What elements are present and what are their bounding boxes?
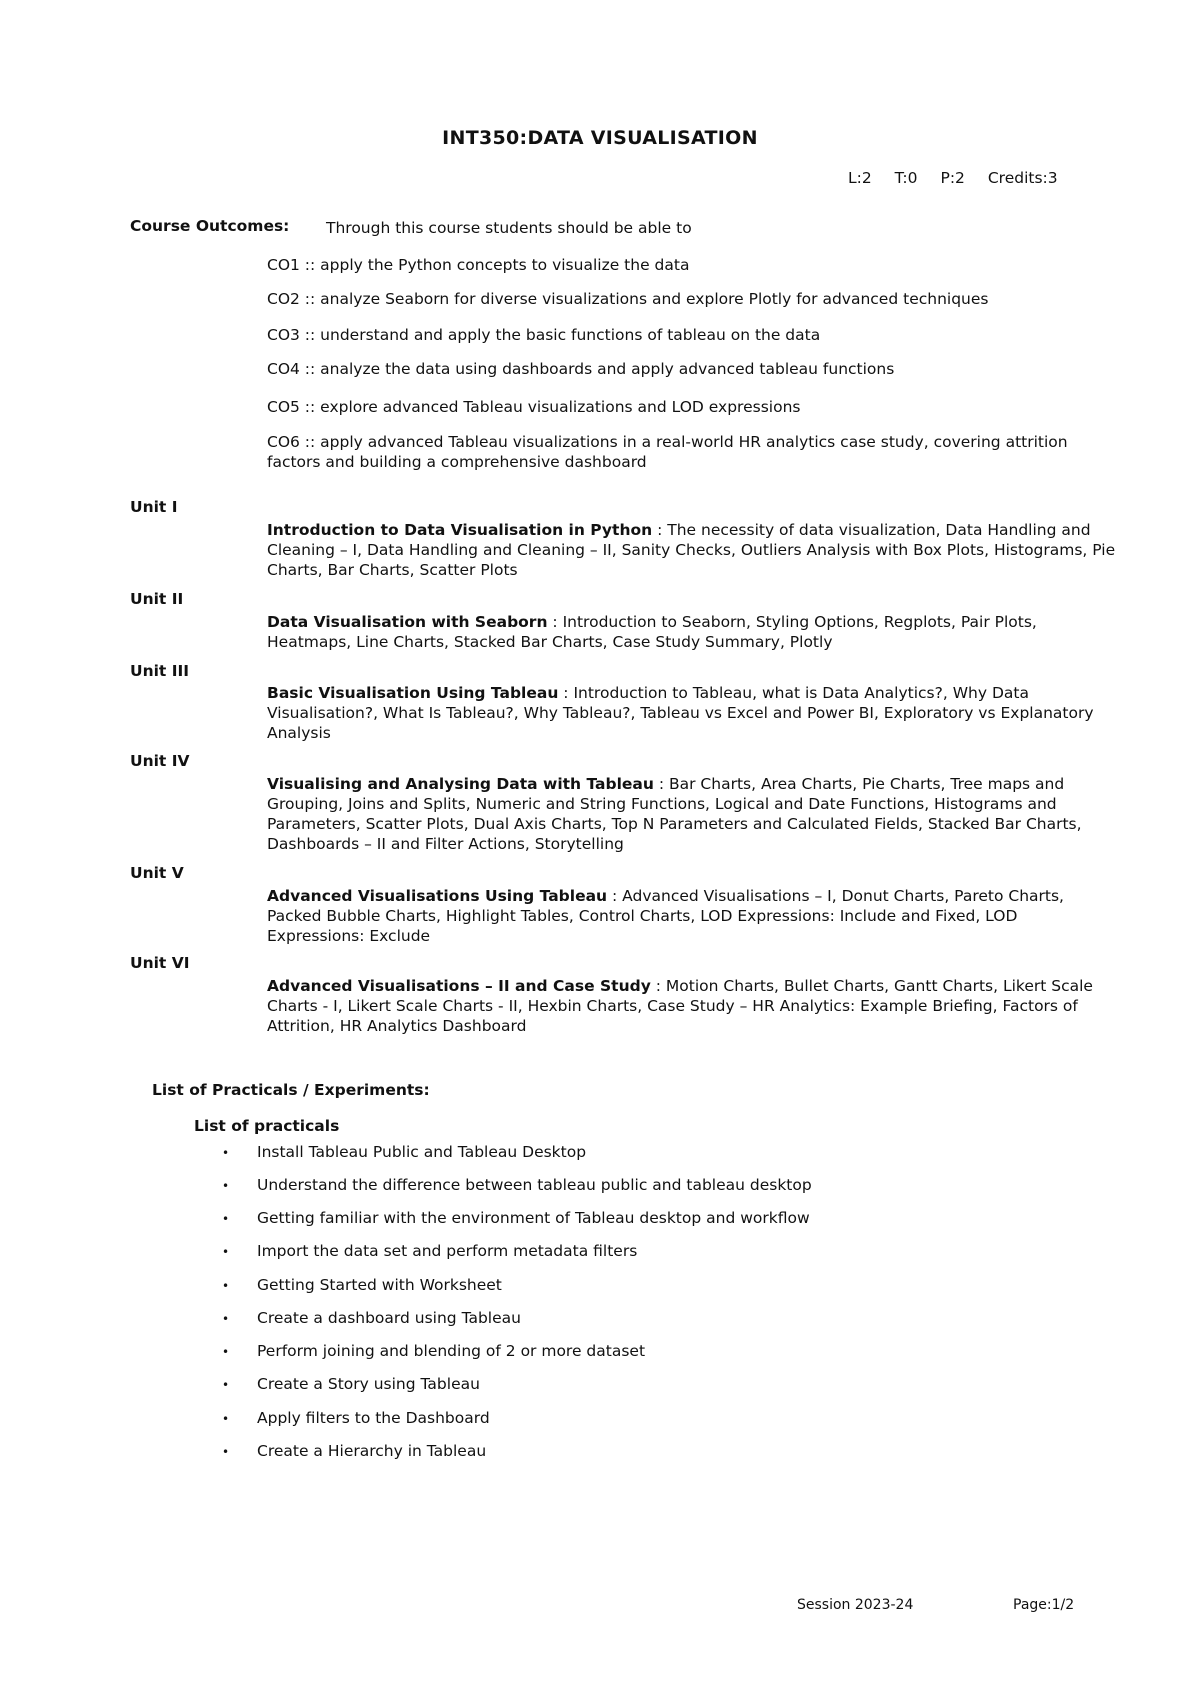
course-outcome-item: CO3 :: understand and apply the basic functions of tableau on the data [267,326,821,344]
unit-label: Unit II [130,590,184,608]
bullet-icon: • [222,1345,230,1359]
course-outcome-item: CO1 :: apply the Python concepts to visualize the data [267,256,690,274]
unit-label: Unit IV [130,752,190,770]
session-label: Session 2023-24 [797,1597,914,1613]
unit-heading: Basic Visualisation Using Tableau [267,684,559,702]
unit-content: : The necessity of data visualization, Data Handling and Cleaning – I, Data Handling and Cleaning – II, Sanity Checks, Outliers Analysis with Box Plots, Histograms, Pie Charts, Bar Charts, Scatter Plots [267,521,1116,579]
bullet-icon: • [222,1412,230,1426]
credit-structure [848,168,1076,188]
unit-description [267,612,1117,652]
course-outcome-item: CO2 :: analyze Seaborn for diverse visualizations and explore Plotly for advanced techniques [267,290,989,308]
practicals-subheading: List of practicals [194,1117,340,1135]
unit-content: : Introduction to Seaborn, Styling Options, Regplots, Pair Plots, Heatmaps, Line Charts, Stacked Bar Charts, Case Study Summary, Plotly [267,613,1037,651]
unit-content: : Bar Charts, Area Charts, Pie Charts, Tree maps and Grouping, Joins and Splits, Numeric and String Functions, Logical and Date Functions, Histograms and Parameters, Scatter Plots, Dual Axis Charts, Top N Parameters and Calculated Fields, Stacked Bar Charts, Dashboards – II and Filter Actions, Storytelling [267,775,1082,853]
practical-item: Understand the difference between tableau public and tableau desktop [257,1176,812,1194]
bullet-icon: • [222,1245,230,1259]
bullet-icon: • [222,1146,230,1160]
page-number: Page:1/2 [1013,1597,1075,1613]
practical-item: Create a Hierarchy in Tableau [257,1442,487,1460]
practical-item: Import the data set and perform metadata filters [257,1242,638,1260]
bullet-icon: • [222,1279,230,1293]
practical-item: Getting familiar with the environment of Tableau desktop and workflow [257,1209,810,1227]
practical-item: Install Tableau Public and Tableau Desktop [257,1143,587,1161]
unit-heading: Advanced Visualisations – II and Case Study [267,977,651,995]
unit-heading: Data Visualisation with Seaborn [267,613,548,631]
bullet-icon: • [222,1312,230,1326]
unit-content: : Motion Charts, Bullet Charts, Gantt Charts, Likert Scale Charts - I, Likert Scale Charts - II, Hexbin Charts, Case Study – HR Analytics: Example Briefing, Factors of Attrition, HR Analytics Dashboard [267,977,1093,1035]
practicals-heading: List of Practicals / Experiments: [152,1081,430,1099]
practical-item: Getting Started with Worksheet [257,1276,502,1294]
course-outcome-item: CO6 :: apply advanced Tableau visualizations in a real-world HR analytics case study, covering attrition factors and building a comprehensive dashboard [267,433,1068,471]
unit-label: Unit VI [130,954,190,972]
practical-item: Create a dashboard using Tableau [257,1309,521,1327]
unit-heading: Introduction to Data Visualisation in Python [267,521,653,539]
unit-description [267,774,1117,854]
credits: Credits:3 [987,169,1058,187]
tutorial-hours: T:0 [894,169,918,187]
unit-heading: Visualising and Analysing Data with Tableau [267,775,654,793]
practical-item: Perform joining and blending of 2 or more dataset [257,1342,646,1360]
lecture-hours: L:2 [848,169,872,187]
unit-description [267,520,1117,580]
practical-item: Apply filters to the Dashboard [257,1409,490,1427]
unit-description [267,976,1117,1036]
bullet-icon: • [222,1212,230,1226]
course-outcome-item: CO5 :: explore advanced Tableau visualizations and LOD expressions [267,398,801,416]
unit-description [267,683,1117,743]
unit-label: Unit I [130,498,178,516]
course-outcomes-intro: Through this course students should be able to [326,219,692,237]
practical-item: Create a Story using Tableau [257,1375,480,1393]
page-title: INT350:DATA VISUALISATION [442,127,758,149]
unit-content: : Introduction to Tableau, what is Data Analytics?, Why Data Visualisation?, What Is Tableau?, Why Tableau?, Tableau vs Excel and Power BI, Exploratory vs Explanatory Analysis [267,684,1094,742]
bullet-icon: • [222,1378,230,1392]
unit-content: : Advanced Visualisations – I, Donut Charts, Pareto Charts, Packed Bubble Charts, Highlight Tables, Control Charts, LOD Expressions: Include and Fixed, LOD Expressions: Exclude [267,887,1064,945]
practical-hours: P:2 [940,169,965,187]
course-outcomes-label: Course Outcomes: [130,217,290,235]
unit-label: Unit V [130,864,184,882]
unit-description [267,886,1117,946]
bullet-icon: • [222,1445,230,1459]
course-outcome-item: CO4 :: analyze the data using dashboards and apply advanced tableau functions [267,360,895,378]
unit-heading: Advanced Visualisations Using Tableau [267,887,608,905]
unit-label: Unit III [130,662,190,680]
bullet-icon: • [222,1179,230,1193]
